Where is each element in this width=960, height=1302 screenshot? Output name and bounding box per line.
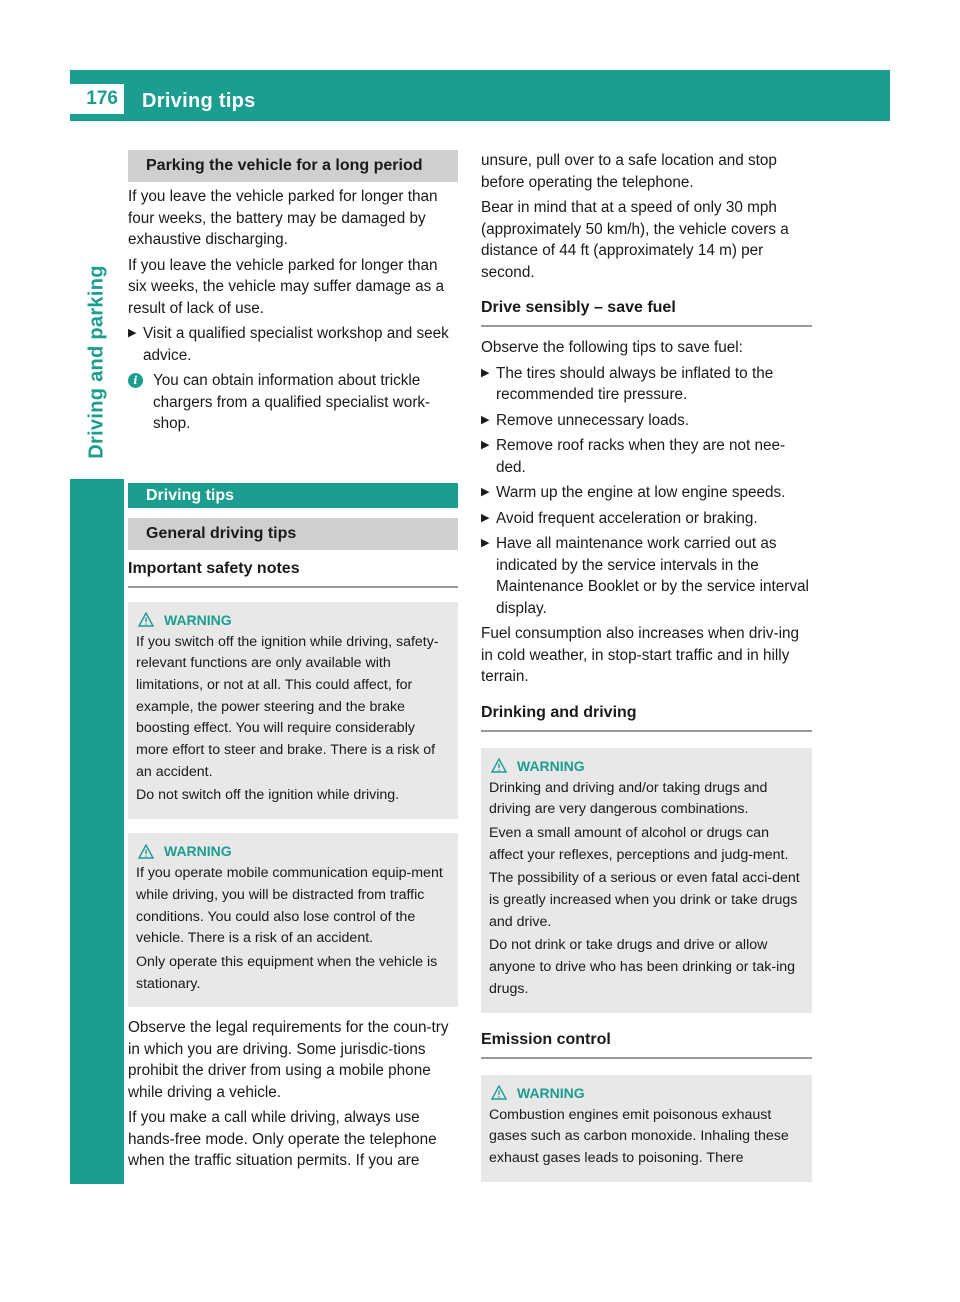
list-item (481, 482, 812, 504)
warning-title (489, 756, 804, 776)
warning-triangle-icon (138, 844, 154, 859)
warning-triangle-icon (491, 1085, 507, 1100)
warning-text: The possibility of a serious or even fatal acci-dent is greatly increased when you drink or take drugs and drive. (489, 870, 800, 930)
emission-heading: Emission control (481, 1029, 812, 1059)
warning-label: WARNING (164, 611, 232, 628)
drinking-heading: Drinking and driving (481, 702, 812, 732)
warning-box (481, 1075, 812, 1182)
legal-requirements-text: Observe the legal requirements for the coun-try in which you are driving. Some jurisdic-tions prohibit the driver from using a mobile phone while driving a vehicle. (128, 1019, 449, 1101)
warning-text: Do not switch off the ignition while driving. (136, 787, 400, 804)
arrow-bullet-icon: ▶ (481, 537, 490, 549)
arrow-bullet-icon: ▶ (481, 511, 490, 524)
speed-text: Bear in mind that at a speed of only 30 mph (approximately 50 km/h), the vehicle covers a distance of 44 ft (approximately 14 m) per second. (481, 199, 789, 281)
warning-box (481, 748, 812, 1013)
arrow-bullet-icon: ▶ (481, 366, 490, 379)
list-item (481, 363, 812, 406)
warning-text: If you operate mobile communication equip-ment while driving, you will be distracted from traffic conditions. You could also lose control of the vehicle. There is a risk of an accident. (136, 865, 443, 947)
unsure-text: unsure, pull over to a safe location and stop before operating the telephone. (481, 152, 777, 191)
warning-title (136, 610, 450, 630)
warning-label: WARNING (164, 843, 232, 860)
long-period-heading: Parking the vehicle for a long period (128, 150, 458, 182)
list-item-text: Warm up the engine at low engine speeds. (496, 484, 786, 501)
safety-notes-heading: Important safety notes (128, 558, 458, 588)
arrow-bullet-icon: ▶ (481, 439, 490, 451)
long-period-p2: If you leave the vehicle parked for longer than six weeks, the vehicle may suffer damage as a result of lack of use. (128, 256, 445, 317)
list-item-text: The tires should always be inflated to the recommended tire pressure. (496, 364, 774, 403)
info-note (128, 370, 458, 435)
arrow-bullet-icon: ▶ (128, 327, 137, 339)
long-period-p1: If you leave the vehicle parked for longer than four weeks, the battery may be damaged by exhaustive discharging. (128, 188, 438, 248)
driving-tips-heading: Driving tips (128, 483, 458, 508)
list-item-text: Avoid frequent acceleration or braking. (496, 509, 758, 527)
warning-text: Do not drink or take drugs and drive or allow anyone to drive who has been drinking or tak-ing drugs. (489, 937, 796, 997)
hands-free-text: If you make a call while driving, always use hands-free mode. Only operate the telephone when the traffic situation permits. If you are (128, 1109, 437, 1170)
info-icon: i (128, 373, 143, 388)
list-item-text: Remove unnecessary loads. (496, 411, 690, 429)
save-fuel-intro: Observe the following tips to save fuel: (481, 339, 743, 356)
warning-title (489, 1083, 804, 1103)
warning-box (128, 602, 458, 820)
info-text: You can obtain information about trickle chargers from a qualified specialist work-shop. (153, 372, 431, 432)
chapter-label: Driving and parking (85, 265, 108, 459)
warning-label: WARNING (517, 1084, 585, 1101)
warning-text: Drinking and driving and/or taking drugs and driving are very dangerous combinations. (489, 779, 768, 818)
save-fuel-heading: Drive sensibly – save fuel (481, 297, 812, 327)
list-item (128, 323, 458, 366)
left-column (128, 150, 458, 1176)
page-number: 176 (70, 84, 124, 114)
general-driving-tips-heading: General driving tips (128, 518, 458, 550)
warning-title (136, 841, 450, 861)
warning-triangle-icon (138, 612, 154, 627)
arrow-bullet-icon: ▶ (481, 486, 490, 498)
arrow-bullet-icon: ▶ (481, 413, 490, 426)
warning-text: Even a small amount of alcohol or drugs can affect your reflexes, perceptions and judg-ment. (489, 824, 789, 863)
page-title: Driving tips (142, 90, 256, 112)
list-item-text: Remove roof racks when they are not nee-ded. (496, 437, 786, 476)
list-item (481, 508, 812, 530)
warning-text: Only operate this equipment when the vehicle is stationary. (136, 953, 438, 992)
list-item (481, 410, 812, 432)
warning-box (128, 833, 458, 1007)
list-item-text: Have all maintenance work carried out as indicated by the service intervals in the Maintenance Booklet or by the service interval display. (496, 535, 809, 617)
warning-text: If you switch off the ignition while driving, safety-relevant functions are only available with limitations, or not at all. This could affect, for example, the power steering and the brake boosting effect. You will require considerably more effort to steer and brake. There is a risk of an accident. (136, 633, 439, 780)
warning-text: Combustion engines emit poisonous exhaust gases such as carbon monoxide. Inhaling these exhaust gases leads to poisoning. There (489, 1106, 789, 1166)
right-column (481, 150, 812, 1182)
list-item-text: Visit a qualified specialist workshop and seek advice. (143, 325, 449, 364)
warning-triangle-icon (491, 758, 507, 773)
list-item (481, 435, 812, 478)
fuel-consumption-text: Fuel consumption also increases when driv-ing in cold weather, in stop-start traffic and in hilly terrain. (481, 625, 799, 685)
warning-label: WARNING (517, 757, 585, 774)
list-item (481, 533, 812, 619)
